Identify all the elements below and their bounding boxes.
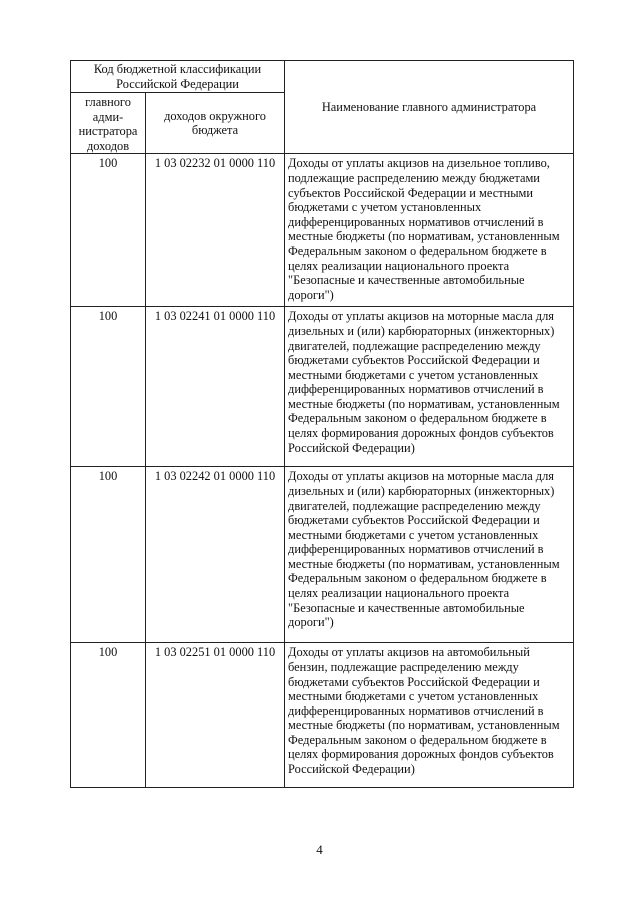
description-cell: Доходы от уплаты акцизов на моторные масла для дизельных и (или) карбюраторных (инжекторных) двигателей, подлежащие распределению между бюджетами субъектов Российской Федерации и местными бюджетами с учетом установленных дифференцированных нормативов отчислений в местные бюджеты (по нормативам, установленным Федеральным законом о федеральном бюджете в целях реализации национального проекта "Безопасные и качественные автомобильные дороги") <box>285 467 574 643</box>
budget-code-cell: 1 03 02241 01 0000 110 <box>146 307 285 467</box>
header-income-col: доходов окружного бюджета <box>146 93 285 154</box>
budget-code-cell: 1 03 02242 01 0000 110 <box>146 467 285 643</box>
page-number: 4 <box>316 842 323 857</box>
budget-code-cell: 1 03 02251 01 0000 110 <box>146 643 285 788</box>
admin-code-cell: 100 <box>71 307 146 467</box>
table-row <box>71 643 574 788</box>
admin-code-cell: 100 <box>71 154 146 307</box>
header-admin-name: Наименование главного администратора <box>285 61 574 154</box>
budget-classification-table <box>70 60 574 788</box>
budget-code-cell: 1 03 02232 01 0000 110 <box>146 154 285 307</box>
table-row <box>71 154 574 307</box>
description-cell: Доходы от уплаты акцизов на автомобильный бензин, подлежащие распределению между бюджетами субъектов Российской Федерации и местными бюджетами с учетом установленных дифференцированных нормативов отчислений в местные бюджеты (по нормативам, установленным Федеральным законом о федеральном бюджете в целях формирования дорожных фондов субъектов Российской Федерации) <box>285 643 574 788</box>
description-cell: Доходы от уплаты акцизов на моторные масла для дизельных и (или) карбюраторных (инжекторных) двигателей, подлежащие распределению между бюджетами субъектов Российской Федерации и местными бюджетами с учетом установленных дифференцированных нормативов отчислений в местные бюджеты (по нормативам, установленным Федеральным законом о федеральном бюджете в целях формирования дорожных фондов субъектов Российской Федерации) <box>285 307 574 467</box>
description-cell: Доходы от уплаты акцизов на дизельное топливо, подлежащие распределению между бюджетами субъектов Российской Федерации и местными бюджетами с учетом установленных дифференцированных нормативов отчислений в местные бюджеты (по нормативам, установленным Федеральным законом о федеральном бюджете в целях реализации национального проекта "Безопасные и качественные автомобильные дороги") <box>285 154 574 307</box>
table-row <box>71 467 574 643</box>
header-main-admin: главного адми-нистратора доходов <box>71 93 146 154</box>
table-header-row <box>71 61 574 93</box>
admin-code-cell: 100 <box>71 643 146 788</box>
admin-code-cell: 100 <box>71 467 146 643</box>
table-row <box>71 307 574 467</box>
header-kbk-group: Код бюджетной классификации Российской Федерации <box>71 61 285 93</box>
